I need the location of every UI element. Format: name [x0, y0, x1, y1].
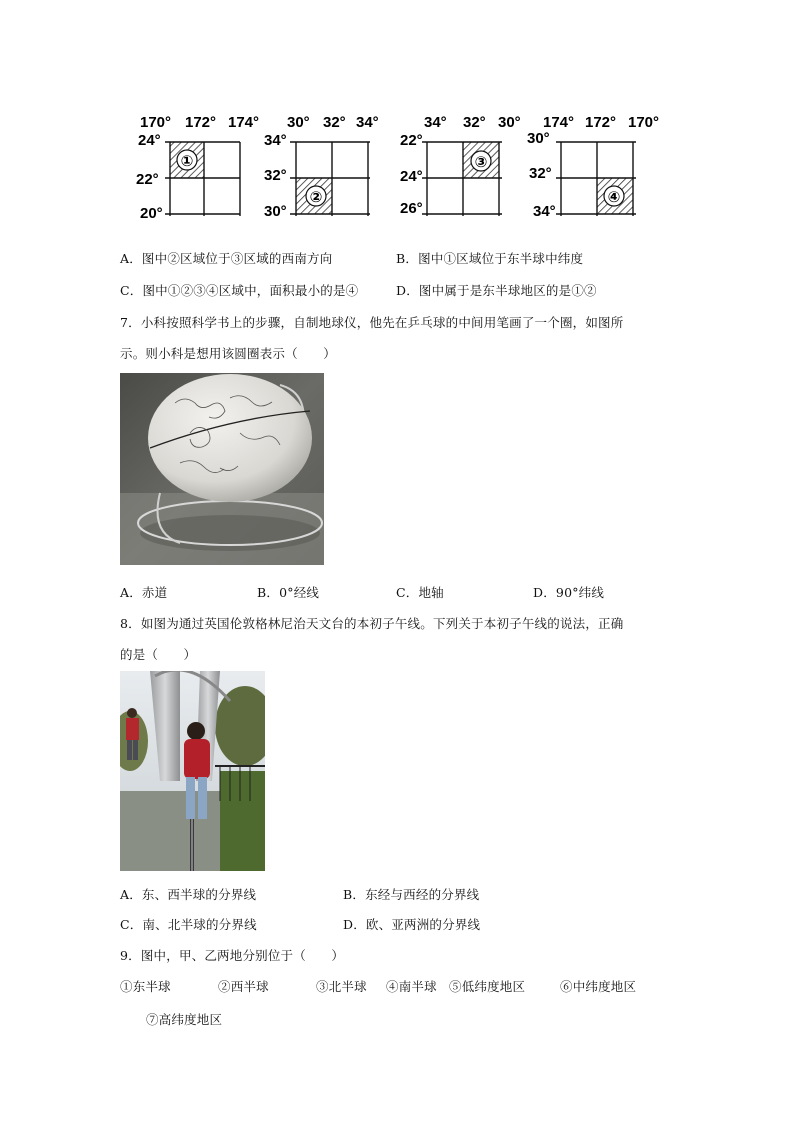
grid3-side-label: 22°	[400, 132, 423, 149]
grid-1	[136, 114, 259, 222]
prime-meridian-photo	[120, 671, 265, 871]
grid2-side-label: 34°	[264, 132, 287, 149]
grid2-top-label: 34°	[356, 114, 379, 131]
grid2-side-label: 30°	[264, 203, 287, 220]
grid1-side-label: 22°	[136, 171, 159, 188]
grid3-top-label: 32°	[463, 114, 486, 131]
q7-option-c[interactable]: C．地轴	[396, 585, 444, 600]
q9-stem: 9．图中，甲、乙两地分别位于（ ）	[120, 948, 345, 963]
grid2-side-label: 32°	[264, 167, 287, 184]
q8-option-a[interactable]: A．东、西半球的分界线	[120, 887, 257, 902]
q8-option-d[interactable]: D．欧、亚两洲的分界线	[343, 917, 481, 932]
grid4-top-label: 172°	[585, 114, 617, 131]
ping-pong-globe-photo	[120, 373, 324, 565]
grid1-side-label: 20°	[140, 205, 163, 222]
grid3-side-label: 24°	[400, 168, 423, 185]
q9-choice[interactable]: ①东半球	[120, 979, 171, 994]
q6-option-b[interactable]: B．图中①区域位于东半球中纬度	[396, 251, 584, 266]
q8-stem: 8．如图为通过英国伦敦格林尼治天文台的本初子午线。下列关于本初子午线的说法，正确	[120, 616, 624, 631]
q7-stem: 7．小科按照科学书上的步骤，自制地球仪，他先在乒乓球的中间用笔画了一个圈，如图所	[120, 315, 624, 330]
grid1-top-label: 174°	[228, 114, 260, 131]
q7-option-b[interactable]: B．0°经线	[257, 585, 320, 600]
q8-stem-continued: 的是（ ）	[120, 647, 197, 662]
grid1-top-label: 170°	[140, 114, 172, 131]
q9-choice[interactable]: ③北半球	[316, 979, 367, 994]
q7-option-d[interactable]: D．90°纬线	[533, 585, 605, 600]
q9-choice[interactable]: ②西半球	[218, 979, 269, 994]
grid4-side-label: 34°	[533, 203, 556, 220]
grid3-region-number: ③	[474, 153, 488, 171]
grid2-top-label: 30°	[287, 114, 310, 131]
q6-option-c[interactable]: C．图中①②③④区域中，面积最小的是④	[120, 283, 359, 298]
q9-choice[interactable]: ⑥中纬度地区	[560, 979, 637, 994]
grid1-region-number: ①	[180, 152, 194, 170]
q8-option-c[interactable]: C．南、北半球的分界线	[120, 917, 257, 932]
grid-2	[264, 114, 379, 220]
grid-4	[527, 114, 659, 220]
q8-option-b[interactable]: B．东经与西经的分界线	[343, 887, 480, 902]
grid4-top-label: 174°	[543, 114, 575, 131]
grid3-top-label: 34°	[424, 114, 447, 131]
globe-ball	[148, 374, 312, 502]
grid1-side-label: 24°	[138, 132, 161, 149]
q6-option-a[interactable]: A．图中②区域位于③区域的西南方向	[120, 251, 333, 266]
q9-choice[interactable]: ⑤低纬度地区	[449, 979, 526, 994]
q9-choice[interactable]: ④南半球	[386, 979, 437, 994]
grid2-region-number: ②	[309, 188, 323, 206]
grid3-top-label: 30°	[498, 114, 521, 131]
q7-stem-continued: 示。则小科是想用该圆圈表示（ ）	[120, 346, 336, 361]
grid4-side-label: 30°	[527, 130, 550, 147]
grid4-side-label: 32°	[529, 165, 552, 182]
q7-option-a[interactable]: A．赤道	[120, 585, 168, 600]
q9-choice[interactable]: ⑦高纬度地区	[146, 1012, 223, 1027]
grid3-side-label: 26°	[400, 200, 423, 217]
grid1-top-label: 172°	[185, 114, 217, 131]
grid4-region-number: ④	[607, 188, 621, 206]
grid-3	[400, 114, 521, 217]
lat-lon-grid-figure	[130, 108, 670, 223]
grid4-top-label: 170°	[628, 114, 660, 131]
grid2-top-label: 32°	[323, 114, 346, 131]
q6-option-d[interactable]: D．图中属于是东半球地区的是①②	[396, 283, 597, 298]
